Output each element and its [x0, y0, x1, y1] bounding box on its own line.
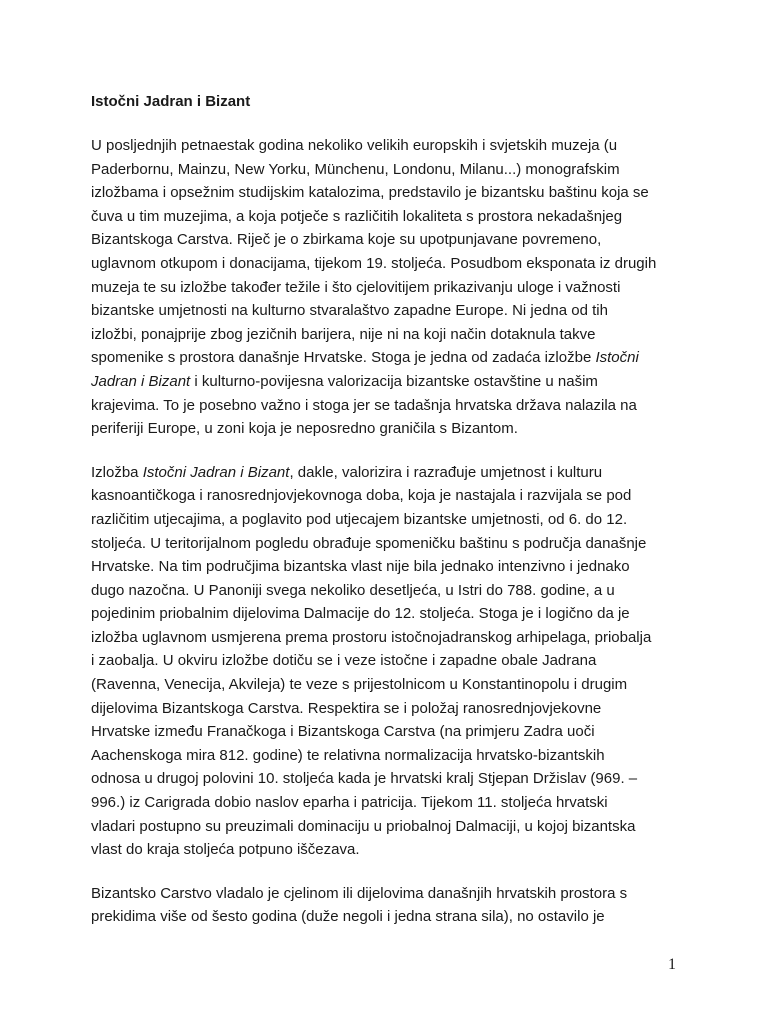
text-segment: Bizantskoga Carstva. Riječ je o zbirkama koje su upotpunjavane povremeno,	[91, 231, 602, 249]
text-line	[91, 555, 691, 579]
paragraph	[91, 134, 691, 441]
text-segment: i zaobalja. U okviru izložbe dotiču se i veze istočne i zapadne obale Jadrana	[91, 652, 597, 670]
text-segment: Aachenskoga mira 812. godine) te relativna normalizacija hrvatsko-bizantskih	[91, 746, 605, 764]
text-segment: odnosa u drugoj polovini 10. stoljeća kada je hrvatski kralj Stjepan Držislav (969. –	[91, 770, 638, 788]
text-line	[91, 602, 691, 626]
text-segment: krajevima. To je posebno važno i stoga jer se tadašnja hrvatska država nalazila na	[91, 396, 637, 414]
text-line	[91, 815, 691, 839]
text-segment: Paderbornu, Mainzu, New Yorku, Münchenu, Londonu, Milanu...) monografskim	[91, 160, 620, 178]
text-line	[91, 484, 691, 508]
document-body	[91, 90, 691, 949]
text-line	[91, 720, 691, 744]
text-segment: spomenike s prostora današnje Hrvatske. Stoga je jedna od zadaća izložbe	[91, 349, 596, 367]
text-line	[91, 205, 691, 229]
text-segment: pojedinim priobalnim dijelovima Dalmacije do 12. stoljeća. Stoga je i logično da je	[91, 605, 630, 623]
text-line	[91, 579, 691, 603]
text-segment: dijelovima Bizantskoga Carstva. Respektira se i položaj ranosrednjovjekovne	[91, 699, 602, 717]
text-line	[91, 697, 691, 721]
text-line	[91, 673, 691, 697]
italic-text: Istočni	[595, 349, 639, 367]
text-line	[91, 905, 691, 929]
text-line	[91, 417, 691, 441]
text-line	[91, 649, 691, 673]
text-line	[91, 744, 691, 768]
text-segment: izložba uglavnom usmjerena prema prostoru istočnojadranskog arhipelaga, priobalja	[91, 628, 652, 646]
text-line	[91, 626, 691, 650]
text-segment: uglavnom otkupom i donacijama, tijekom 19. stoljeća. Posudbom eksponata iz drugih	[91, 254, 657, 272]
page-number: 1	[668, 956, 676, 973]
text-line	[91, 508, 691, 532]
text-line	[91, 228, 691, 252]
text-segment: Izložba	[91, 463, 143, 481]
text-segment: Hrvatske. Na tim područjima bizantska vlast nije bila jednako intenzivno i jednako	[91, 558, 630, 576]
text-line	[91, 158, 691, 182]
text-line	[91, 134, 691, 158]
paragraph	[91, 882, 691, 929]
text-segment: izložbi, ponajprije zbog jezičnih barijera, nije ni na koji način dotaknula takve	[91, 325, 596, 343]
text-segment: Bizantsko Carstvo vladalo je cjelinom ili dijelovima današnjih hrvatskih prostora s	[91, 884, 628, 902]
text-segment: (Ravenna, Venecija, Akvileja) te veze s prijestolnicom u Konstantinopolu i drugim	[91, 676, 628, 694]
text-line	[91, 181, 691, 205]
paragraph	[91, 461, 691, 862]
text-line	[91, 461, 691, 485]
text-line	[91, 299, 691, 323]
italic-text: Istočni Jadran i Bizant	[142, 463, 290, 481]
text-segment: , dakle, valorizira i razrađuje umjetnost i kulturu	[289, 463, 603, 481]
text-line	[91, 791, 691, 815]
text-segment: dugo nazočna. U Panoniji svega nekoliko desetljeća, u Istri do 788. godine, a u	[91, 581, 615, 599]
text-line	[91, 346, 691, 370]
text-segment: vladari postupno su preuzimali dominaciju u priobalnoj Dalmaciji, u kojoj bizantska	[91, 817, 636, 835]
text-line	[91, 394, 691, 418]
text-line	[91, 532, 691, 556]
italic-text: Jadran i Bizant	[91, 372, 191, 390]
text-segment: U posljednjih petnaestak godina nekoliko velikih europskih i svjetskih muzeja (u	[91, 137, 618, 154]
text-segment: izložbama i opsežnim studijskim katalozima, predstavilo je bizantsku baštinu koja se	[91, 184, 649, 202]
text-segment: različitim utjecajima, a poglavito pod utjecajem bizantske umjetnosti, od 6. do 12.	[91, 510, 628, 528]
text-segment: vlast do kraja stoljeća potpuno iščezava.	[91, 841, 360, 859]
text-segment: stoljeća. U teritorijalnom pogledu obrađuje spomeničku baštinu s područja današnje	[91, 534, 647, 552]
text-segment: i kulturno-povijesna valorizacija bizantske ostavštine u našim	[190, 372, 598, 390]
text-line	[91, 276, 691, 300]
text-line	[91, 370, 691, 394]
text-segment: Hrvatske između Franačkoga i Bizantskoga Carstva (na primjeru Zadra uoči	[91, 723, 595, 741]
text-line	[91, 838, 691, 862]
document-title: Istočni Jadran i Bizant	[91, 93, 251, 110]
text-segment: muzeja te su izložbe također težile i što cjelovitijem prikazivanju uloge i važnosti	[91, 278, 621, 296]
text-line	[91, 252, 691, 276]
text-line	[91, 323, 691, 347]
text-segment: prekidima više od šesto godina (duže negoli i jedna strana sila), no ostavilo je	[91, 908, 605, 926]
text-line	[91, 767, 691, 791]
paragraphs-container	[91, 134, 691, 929]
text-segment: bizantske umjetnosti na kulturno stvaralaštvo zapadne Europe. Ni jedna od tih	[91, 302, 608, 320]
text-segment: kasnoantičkoga i ranosrednjovjekovnoga doba, koja je nastajala i razvijala se pod	[91, 487, 632, 505]
text-segment: periferiji Europe, u zoni koja je neposredno graničila s Bizantom.	[91, 420, 518, 438]
text-segment: čuva u tim muzejima, a koja potječe s različitih lokaliteta s prostora nekadašnjeg	[91, 207, 623, 225]
text-segment: 996.) iz Carigrada dobio naslov eparha i patricija. Tijekom 11. stoljeća hrvatski	[91, 794, 608, 812]
text-line	[91, 882, 691, 906]
